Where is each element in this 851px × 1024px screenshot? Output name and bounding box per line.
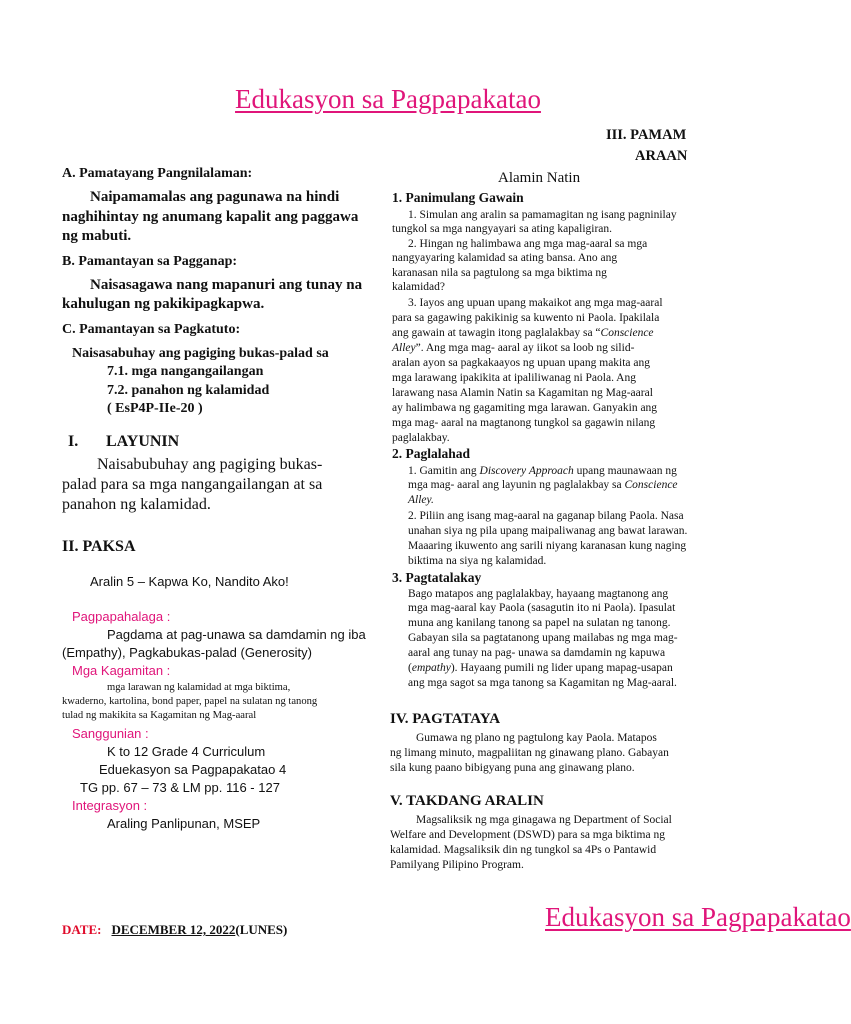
pagtatalakay-line: muna ang kanilang tanong sa papel na sulatan ng tanong.	[408, 617, 671, 629]
layunin-line: palad para sa mga nangangailangan at sa	[62, 476, 323, 493]
alamin-natin: Alamin Natin	[498, 170, 581, 186]
section-b-line: kahulugan ng pakikipagkapwa.	[62, 296, 265, 312]
takdang-heading: V. TAKDANG ARALIN	[390, 793, 544, 809]
section-b-heading: B. Pamantayan sa Pagganap:	[62, 254, 238, 269]
sanggunian-text: K to 12 Grade 4 Curriculum	[107, 744, 266, 759]
panimulang-line: para sa gagawing pakikinig sa kuwento ni Paola. Ipakilala	[392, 312, 660, 324]
integrasyon-label: Integrasyon :	[72, 798, 148, 813]
kagamitan-text: mga larawan ng kalamidad at mga biktima,	[107, 682, 291, 693]
layunin-line: Naisabubuhay ang pagiging bukas-	[97, 456, 323, 473]
pagtataya-line: ng limang minuto, magpaliitan ng ginawang plano. Gabayan	[390, 747, 669, 759]
layunin-number: I.	[68, 433, 79, 450]
takdang-line: Welfare and Development (DSWD) para sa mga biktima ng	[390, 829, 665, 841]
date-line	[62, 921, 287, 939]
panimulang-line: aralan ayon sa pagkakaayos ng upuan upang makita ang	[392, 357, 651, 369]
pamamaraan-heading: III. PAMAM	[606, 127, 687, 143]
panimulang-line	[392, 326, 654, 341]
paksa-aralin: Aralin 5 – Kapwa Ko, Nandito Ako!	[90, 574, 289, 589]
document-title: Edukasyon sa Pagpapakatao	[235, 84, 541, 114]
discovery-approach-term: Discovery Approach	[479, 465, 574, 477]
panimulang-line: 3. Iayos ang upuan upang makaikot ang mga mag-aaral	[408, 297, 663, 309]
section-a-line: ng mabuti.	[62, 228, 132, 244]
conscience-alley-term: Alley	[392, 342, 416, 354]
section-c-line: 7.1. mga nangangailangan	[107, 364, 264, 379]
pagpapahalaga-text: Pagdama at pag-unawa sa damdamin ng iba	[107, 627, 366, 642]
paglalahad-line: Alley.	[408, 494, 434, 506]
pamamaraan-heading: ARAAN	[635, 148, 688, 164]
panimulang-line: 1. Simulan ang aralin sa pamamagitan ng isang pagninilay	[408, 209, 677, 221]
panimulang-text: ”. Ang mga mag- aaral ay iikot sa loob ng silid-	[415, 342, 635, 354]
panimulang-text: ang gawain at tawagin itong paglalakbay sa “	[392, 327, 601, 339]
takdang-line: Magsaliksik ng mga ginagawa ng Department of Social	[416, 814, 672, 826]
pagtataya-line: Gumawa ng plano ng pagtulong kay Paola. Matapos	[416, 732, 657, 744]
panimulang-line: mga larawang ipakikita at ipaliliwanag ni Paola. Ang	[392, 372, 636, 384]
paksa-heading: II. PAKSA	[62, 538, 136, 555]
section-c-line: Naisasabuhay ang pagiging bukas-palad sa	[72, 346, 329, 361]
pagtataya-line: sila kung paano bibigyang puna ang ginawang plano.	[390, 762, 635, 774]
section-c-line: 7.2. panahon ng kalamidad	[107, 383, 270, 398]
panimulang-line: larawang nasa Alamin Natin sa Kagamitan ng Mag-aaral	[392, 387, 653, 399]
paglalahad-text: mga mag- aaral ang layunin ng paglalakbay sa	[408, 479, 625, 491]
pagtatalakay-text: ). Hayaang pumili ng lider upang mapag-usapan	[450, 662, 673, 674]
pagpapahalaga-label: Pagpapahalaga :	[72, 609, 171, 624]
pagtatalakay-line: Bago matapos ang paglalakbay, hayaang magtanong ang	[408, 588, 669, 600]
pagtataya-heading: IV. PAGTATAYA	[390, 711, 501, 727]
pagtatalakay-line: aaral ang tunay na pag- unawa sa damdamin ng kapuwa	[408, 647, 666, 659]
section-c-heading: C. Pamantayan sa Pagkatuto:	[62, 322, 241, 337]
kagamitan-label: Mga Kagamitan :	[72, 663, 171, 678]
panimulang-line: kalamidad?	[392, 281, 446, 293]
paglalahad-line: unahan siya ng pila upang maipaliwanag ang bawat larawan.	[408, 525, 688, 537]
paglalahad-line	[408, 464, 677, 479]
date-value: DECEMBER 12, 2022	[111, 922, 236, 937]
paglalahad-text: upang maunawaan ng	[573, 465, 677, 477]
date-day: (LUNES)	[235, 922, 288, 937]
paglalahad-line	[408, 478, 678, 493]
empathy-term: empathy	[411, 662, 451, 674]
panimulang-line: mga mag- aaral na magtanong tungkol sa gagawin nilang	[392, 417, 656, 429]
panimulang-line: nangyayaring kalamidad sa ating bansa. Ano ang	[392, 252, 618, 264]
takdang-line: Pamilyang Pilipino Program.	[390, 859, 524, 871]
pagpapahalaga-text: (Empathy), Pagkabukas-palad (Generosity)	[62, 645, 313, 660]
kagamitan-text: tulad ng makikita sa Kagamitan ng Mag-aaral	[62, 710, 257, 721]
section-a-line: Naipamamalas ang pagunawa na hindi	[90, 189, 340, 205]
sanggunian-text: TG pp. 67 – 73 & LM pp. 116 - 127	[80, 780, 280, 795]
paglalahad-line: Maaaring ikuwento ang sarili niyang karanasan kung naging	[408, 540, 687, 552]
date-label: DATE:	[62, 922, 102, 937]
next-page-title: Edukasyon sa Pagpapakatao	[545, 902, 851, 932]
panimulang-line: paglalakbay.	[392, 432, 450, 444]
paglalahad-line: biktima na siya ng kalamidad.	[408, 555, 547, 567]
pagtatalakay-text: (	[408, 662, 412, 674]
layunin-heading: LAYUNIN	[106, 433, 180, 450]
pagtatalakay-line	[408, 661, 673, 676]
panimulang-line: 2. Hingan ng halimbawa ang mga mag-aaral sa mga	[408, 238, 648, 250]
panimulang-line: tungkol sa mga nangyayari sa ating kapaligiran.	[392, 223, 613, 235]
paglalahad-heading: 2. Paglalahad	[392, 446, 471, 461]
pagtatalakay-line: ang mga sagot sa mga tanong sa Kagamitan ng Mag-aaral.	[408, 677, 677, 689]
section-c-code: ( EsP4P-IIe-20 )	[107, 401, 203, 416]
pagtatalakay-heading: 3. Pagtatalakay	[392, 570, 482, 585]
conscience-alley-term: Conscience	[600, 327, 654, 339]
sanggunian-text: Eduekasyon sa Pagpapakatao 4	[99, 762, 287, 777]
kagamitan-text: kwaderno, kartolina, bond paper, papel na sulatan ng tanong	[62, 696, 318, 707]
panimulang-heading: 1. Panimulang Gawain	[392, 190, 524, 205]
paglalahad-text: 1. Gamitin ang	[408, 465, 480, 477]
sanggunian-label: Sanggunian :	[72, 726, 149, 741]
layunin-line: panahon ng kalamidad.	[62, 496, 211, 513]
section-b-line: Naisasagawa nang mapanuri ang tunay na	[90, 277, 363, 293]
takdang-line: kalamidad. Magsaliksik din ng tungkol sa 4Ps o Pantawid	[390, 844, 657, 856]
integrasyon-text: Araling Panlipunan, MSEP	[107, 816, 261, 831]
conscience-alley-term: Conscience	[624, 479, 678, 491]
section-a-line: naghihintay ng anumang kapalit ang paggawa	[62, 209, 359, 225]
panimulang-line: ay halimbawa ng gagamiting mga larawan. Ganyakin ang	[392, 402, 658, 414]
pagtatalakay-line: mga mag-aaral kay Paola (sasagutin ito ni Paola). Ipasulat	[408, 602, 676, 614]
pagtatalakay-line: Gabayan sila sa pagtatanong upang mailabas ng mga mag-	[408, 632, 678, 644]
panimulang-line	[392, 341, 634, 356]
paglalahad-line: 2. Piliin ang isang mag-aaral na gaganap bilang Paola. Nasa	[408, 510, 684, 522]
section-a-heading: A. Pamatayang Pangnilalaman:	[62, 166, 253, 181]
panimulang-line: karanasan nila sa pagtulong sa mga biktima ng	[392, 267, 607, 279]
